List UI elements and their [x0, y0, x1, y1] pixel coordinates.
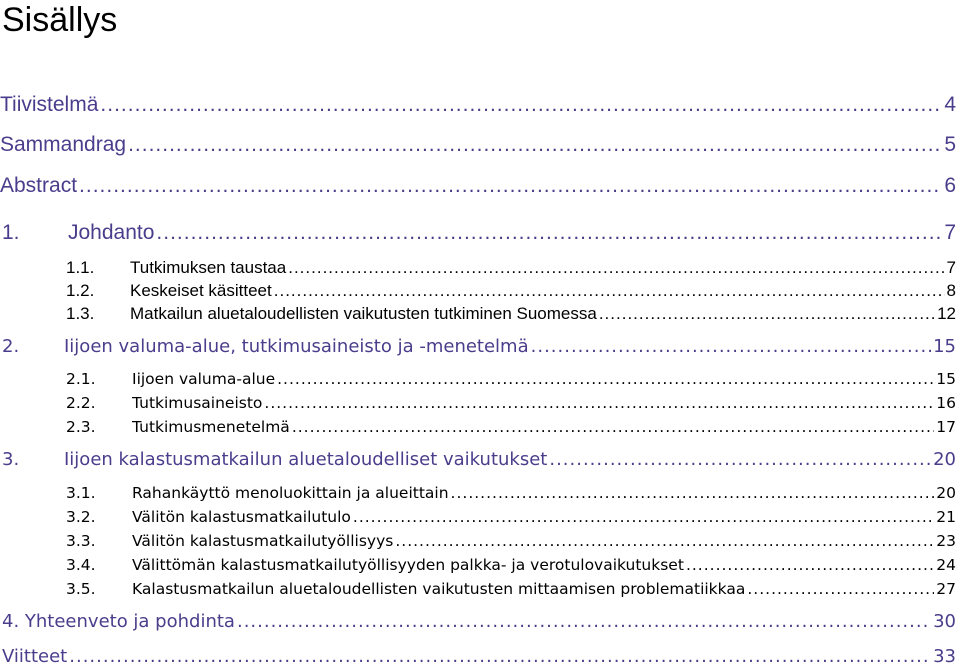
toc-entry-page: 7 [946, 258, 956, 277]
toc-dot-leader [599, 304, 935, 324]
toc-entry-label: Iijoen valuma-alue [132, 370, 276, 388]
toc-entry-number: 2.1. [66, 370, 96, 388]
toc-entry-viitteet[interactable] [0, 646, 956, 672]
toc-entry-number: 1. [2, 221, 20, 244]
toc-entry-page: 33 [933, 646, 956, 667]
toc-entry-label: Johdanto [68, 221, 155, 244]
toc-entry-number: 1.1. [66, 258, 95, 277]
toc-entry-page: 24 [936, 556, 956, 574]
toc-entry-label: Matkailun aluetaloudellisten vaikutusten tutkiminen Suomessa [130, 304, 597, 323]
toc-entry-page: 6 [944, 174, 956, 197]
toc-entry-label: Välitön kalastusmatkailutyöllisyys [132, 532, 394, 550]
toc-entry-page: 8 [946, 281, 956, 300]
toc-entry-tiivistelma[interactable] [0, 93, 956, 121]
toc-entry-section-2-1[interactable] [0, 370, 956, 392]
toc-entry-number: 3.4. [66, 556, 96, 574]
toc-entry-label: Iijoen kalastusmatkailun aluetaloudelliset vaikutukset [64, 449, 548, 470]
toc-dot-leader [69, 646, 931, 667]
toc-entry-section-3-2[interactable] [0, 508, 956, 530]
toc-entry-section-3-3[interactable] [0, 532, 956, 554]
toc-entry-number: 2.3. [66, 418, 96, 436]
toc-entry-section-2-3[interactable] [0, 418, 956, 440]
toc-entry-section-3-4[interactable] [0, 556, 956, 578]
toc-entry-label: Keskeiset käsitteet [130, 281, 272, 300]
toc-entry-chapter-4[interactable] [0, 611, 956, 637]
toc-entry-page: 17 [936, 418, 956, 436]
toc-entry-number: 3.3. [66, 532, 96, 550]
toc-entry-page: 20 [936, 484, 956, 502]
toc-entry-number: 3.1. [66, 484, 96, 502]
toc-entry-abstract[interactable] [0, 174, 956, 202]
toc-entry-label: 4. Yhteenveto ja pohdinta [2, 611, 235, 632]
toc-entry-page: 4 [944, 93, 956, 116]
toc-entry-number: 3. [2, 449, 20, 470]
toc-dot-leader [264, 394, 934, 412]
toc-entry-page: 7 [944, 221, 956, 244]
toc-entry-number: 3.5. [66, 580, 96, 598]
toc-entry-page: 5 [944, 133, 956, 156]
toc-dot-leader [451, 484, 935, 502]
toc-entry-sammandrag[interactable] [0, 133, 956, 161]
toc-entry-chapter-1[interactable] [0, 221, 956, 249]
toc-entry-label: Tutkimuksen taustaa [130, 258, 287, 277]
toc-entry-chapter-2[interactable] [0, 336, 956, 362]
toc-dot-leader [156, 221, 942, 245]
toc-entry-label: Välitön kalastusmatkailutulo [132, 508, 351, 526]
toc-dot-leader [292, 418, 934, 436]
toc-entry-label: Tutkimusmenetelmä [132, 418, 290, 436]
toc-entry-page: 16 [936, 394, 956, 412]
toc-dot-leader [274, 281, 945, 301]
toc-dot-leader [100, 93, 942, 117]
toc-entry-page: 15 [936, 370, 956, 388]
toc-dot-leader [353, 508, 934, 526]
toc-entry-number: 2.2. [66, 394, 96, 412]
toc-dot-leader [395, 532, 934, 550]
toc-dot-leader [277, 370, 934, 388]
page-title: Sisällys [2, 1, 118, 39]
toc-dot-leader [549, 449, 931, 470]
toc-entry-chapter-3[interactable] [0, 449, 956, 475]
toc-entry-page: 20 [933, 449, 956, 470]
toc-entry-page: 12 [937, 304, 956, 323]
toc-entry-page: 23 [936, 532, 956, 550]
toc-entry-section-2-2[interactable] [0, 394, 956, 416]
toc-entry-section-1-3[interactable] [0, 304, 956, 326]
toc-dot-leader [128, 133, 942, 157]
toc-dot-leader [237, 611, 931, 632]
toc-dot-leader [747, 580, 934, 598]
toc-entry-number: 1.2. [66, 281, 95, 300]
toc-dot-leader [531, 336, 931, 357]
toc-entry-page: 27 [936, 580, 956, 598]
toc-entry-page: 30 [933, 611, 956, 632]
toc-entry-label: Tutkimusaineisto [132, 394, 263, 412]
toc-entry-label: Välittömän kalastusmatkailutyöllisyyden palkka- ja verotulovaikutukset [132, 556, 684, 574]
toc-entry-section-1-2[interactable] [0, 281, 956, 303]
toc-dot-leader [686, 556, 934, 574]
toc-entry-section-1-1[interactable] [0, 258, 956, 280]
toc-entry-number: 3.2. [66, 508, 96, 526]
toc-entry-label: Kalastusmatkailun aluetaloudellisten vaikutusten mittaamisen problematiikkaa [132, 580, 746, 598]
toc-entry-section-3-1[interactable] [0, 484, 956, 506]
toc-dot-leader [79, 174, 942, 198]
toc-entry-label: Tiivistelmä [0, 93, 99, 116]
toc-entry-label: Iijoen valuma-alue, tutkimusaineisto ja -menetelmä [64, 336, 529, 357]
toc-entry-label: Rahankäyttö menoluokittain ja alueittain [132, 484, 449, 502]
toc-entry-number: 1.3. [66, 304, 95, 323]
toc-entry-page: 21 [936, 508, 956, 526]
toc-entry-page: 15 [933, 336, 956, 357]
toc-entry-label: Sammandrag [0, 133, 127, 156]
toc-entry-label: Abstract [0, 174, 78, 197]
toc-dot-leader [288, 258, 944, 278]
toc-entry-section-3-5[interactable] [0, 580, 956, 602]
toc-entry-number: 2. [2, 336, 20, 357]
toc-entry-label: Viitteet [2, 646, 68, 667]
